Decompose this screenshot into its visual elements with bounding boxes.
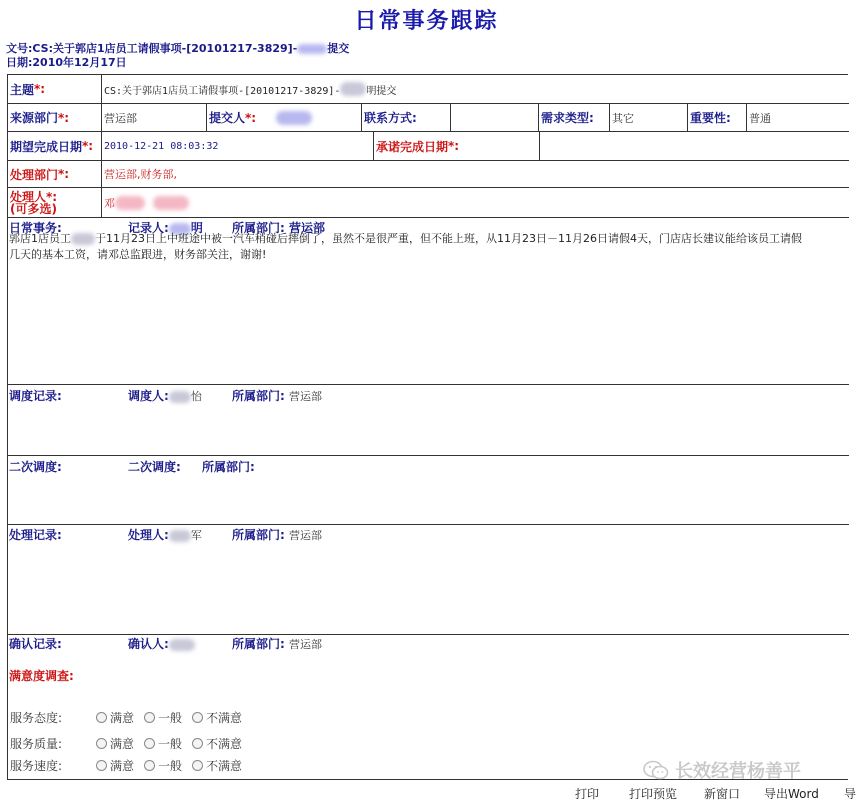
required-mark: *: bbox=[58, 167, 70, 181]
handler-row bbox=[8, 188, 849, 218]
affair-dept-value: 营运部 bbox=[289, 221, 326, 235]
redacted-name bbox=[71, 233, 95, 245]
rating-label: 服务速度: bbox=[10, 759, 63, 773]
satisfaction-title: 满意度调查: bbox=[9, 669, 74, 683]
watermark bbox=[643, 757, 801, 783]
expected-date-label: 期望完成日期 bbox=[10, 139, 83, 154]
subject-value: CS:关于郭店1店员工请假事项-[20101217-3829]- bbox=[104, 85, 341, 97]
importance-value: 普通 bbox=[749, 111, 771, 125]
rating-option-satisfied[interactable]: 满意 bbox=[96, 735, 134, 752]
dispatcher-suffix: 怡 bbox=[190, 390, 202, 403]
required-mark: *: bbox=[82, 139, 94, 153]
process-dept bbox=[232, 526, 322, 543]
required-mark: *: bbox=[58, 110, 70, 125]
required-mark: *: bbox=[245, 110, 257, 125]
rating-label: 服务质量: bbox=[10, 737, 63, 751]
contact-value bbox=[451, 104, 539, 131]
affair-form bbox=[7, 74, 848, 780]
required-mark: *: bbox=[448, 139, 460, 153]
confirmer-label: 确认人: bbox=[128, 637, 169, 651]
second-dispatch-label: 二次调度: bbox=[9, 460, 62, 474]
radio-button[interactable] bbox=[144, 712, 155, 723]
dispatch-section bbox=[8, 385, 849, 456]
redacted-name bbox=[297, 44, 327, 54]
radio-button[interactable] bbox=[144, 760, 155, 771]
redacted-name bbox=[340, 82, 366, 96]
doc-date-value: 2010年12月17日 bbox=[32, 56, 127, 69]
redacted-confirmer bbox=[169, 639, 195, 651]
process-dept-value: 营运部 bbox=[289, 529, 322, 542]
affair-text: 几天的基本工 bbox=[9, 248, 75, 261]
handle-dept-value: 营运部,财务部, bbox=[104, 168, 177, 181]
new-window-link[interactable]: 新窗口 bbox=[704, 787, 741, 801]
required-mark: *: bbox=[34, 82, 46, 96]
handler-multi-note: (可多选) bbox=[10, 201, 57, 216]
confirm-dept-value: 营运部 bbox=[289, 638, 322, 651]
rating-option-satisfied[interactable]: 满意 bbox=[96, 709, 134, 726]
redacted-handler bbox=[115, 196, 145, 210]
rating-option-dissatisfied[interactable]: 不满意 bbox=[192, 757, 242, 774]
doc-date bbox=[6, 54, 127, 70]
importance-label: 重要性: bbox=[690, 111, 731, 125]
source-dept-value: 营运部 bbox=[104, 111, 137, 125]
doc-number-value: CS:关于郭店1店员工请假事项-[20101217-3829]- bbox=[32, 42, 298, 55]
rating-option-satisfied[interactable]: 满意 bbox=[96, 757, 134, 774]
subject-label: 主题 bbox=[10, 82, 35, 97]
rating-row-quality bbox=[10, 735, 252, 752]
dispatch-person bbox=[128, 387, 202, 404]
print-link[interactable]: 打印 bbox=[575, 787, 600, 801]
footer-toolbar bbox=[0, 785, 856, 803]
promised-date-label: 承诺完成日期 bbox=[376, 139, 449, 154]
wechat-icon bbox=[643, 760, 669, 780]
export-word-link[interactable]: 导出Word bbox=[764, 787, 819, 801]
rating-option-average[interactable]: 一般 bbox=[144, 735, 182, 752]
dispatch-dept-label: 所属部门: bbox=[232, 389, 285, 403]
doc-number-suffix: 提交 bbox=[327, 42, 350, 55]
second-dispatch-section bbox=[8, 456, 849, 525]
confirm-dept-label: 所属部门: bbox=[232, 637, 285, 651]
redacted-processor bbox=[169, 530, 191, 542]
rating-option-dissatisfied[interactable]: 不满意 bbox=[192, 709, 242, 726]
handler-label: 处理人 bbox=[10, 189, 47, 204]
handler-value-prefix: 邓 bbox=[104, 196, 115, 210]
processor-label: 处理人: bbox=[128, 528, 169, 542]
confirm-label: 确认记录: bbox=[9, 637, 62, 651]
rating-option-average[interactable]: 一般 bbox=[144, 709, 182, 726]
radio-button[interactable] bbox=[192, 760, 203, 771]
recorder-suffix: 明 bbox=[190, 221, 203, 235]
demand-type-label: 需求类型: bbox=[541, 111, 594, 125]
rating-label: 服务态度: bbox=[10, 711, 63, 725]
confirm-dept bbox=[232, 635, 322, 652]
page-title: 日常事务跟踪 bbox=[354, 8, 499, 34]
subject-row bbox=[8, 75, 849, 104]
dispatch-dept-value: 营运部 bbox=[289, 390, 322, 403]
subject-suffix: 明提交 bbox=[366, 85, 397, 97]
radio-button[interactable] bbox=[192, 738, 203, 749]
affair-section bbox=[8, 218, 849, 385]
radio-button[interactable] bbox=[96, 738, 107, 749]
redacted-dispatcher bbox=[169, 391, 191, 403]
process-person bbox=[128, 526, 202, 543]
redacted-submitter bbox=[276, 111, 312, 125]
submitter-label: 提交人 bbox=[209, 111, 246, 125]
source-row bbox=[8, 104, 849, 132]
expected-date-value: 2010-12-21 08:03:32 bbox=[104, 140, 219, 152]
affair-text: 于11月23日上中班途中被一汽车稍碰后摔倒了，虽然不是很严重，但不能上班，从11月23日－11月26日请假4天，门店店长建议能给该员工请假 bbox=[95, 232, 802, 245]
print-preview-link[interactable]: 打印预览 bbox=[629, 787, 678, 801]
dispatch-label: 调度记录: bbox=[9, 389, 62, 403]
watermark-text: 长效经营杨善平 bbox=[675, 761, 801, 782]
doc-date-label: 日期: bbox=[6, 56, 33, 69]
rating-row-speed bbox=[10, 757, 252, 774]
rating-row-attitude bbox=[10, 709, 252, 726]
recorder-label: 记录人: bbox=[128, 221, 169, 235]
date-row bbox=[8, 132, 849, 161]
required-mark: *: bbox=[46, 189, 58, 204]
promised-date-value bbox=[540, 132, 849, 160]
affair-dept-label: 所属部门: bbox=[232, 221, 285, 235]
handle-dept-row bbox=[8, 161, 849, 188]
radio-button[interactable] bbox=[96, 760, 107, 771]
redacted-handler bbox=[153, 196, 189, 210]
rating-option-dissatisfied[interactable]: 不满意 bbox=[192, 735, 242, 752]
rating-option-average[interactable]: 一般 bbox=[144, 757, 182, 774]
processor-suffix: 军 bbox=[190, 529, 202, 542]
dispatch-dept bbox=[232, 387, 322, 404]
process-label: 处理记录: bbox=[9, 528, 62, 542]
radio-button[interactable] bbox=[144, 738, 155, 749]
process-section bbox=[8, 525, 849, 635]
demand-type-value: 其它 bbox=[612, 111, 634, 125]
process-dept-label: 所属部门: bbox=[232, 528, 285, 542]
affair-content bbox=[9, 231, 847, 263]
dispatcher-label: 调度人: bbox=[128, 389, 169, 403]
second-dispatch-dept-label: 所属部门: bbox=[202, 460, 255, 474]
confirm-person bbox=[128, 635, 195, 652]
doc-number-label: 文号: bbox=[6, 42, 33, 55]
handle-dept-label: 处理部门 bbox=[10, 167, 59, 182]
affair-text: 郭店1店员工 bbox=[9, 232, 71, 245]
radio-button[interactable] bbox=[192, 712, 203, 723]
affair-text: 资，请邓总监跟进，财务部关注，谢谢! bbox=[75, 248, 267, 261]
export-more-link[interactable]: 导 bbox=[844, 787, 856, 801]
source-dept-label: 来源部门 bbox=[10, 111, 59, 125]
affair-label: 日常事务: bbox=[9, 221, 62, 235]
radio-button[interactable] bbox=[96, 712, 107, 723]
second-dispatch-person-label: 二次调度: bbox=[128, 460, 181, 474]
contact-label: 联系方式: bbox=[364, 111, 417, 125]
